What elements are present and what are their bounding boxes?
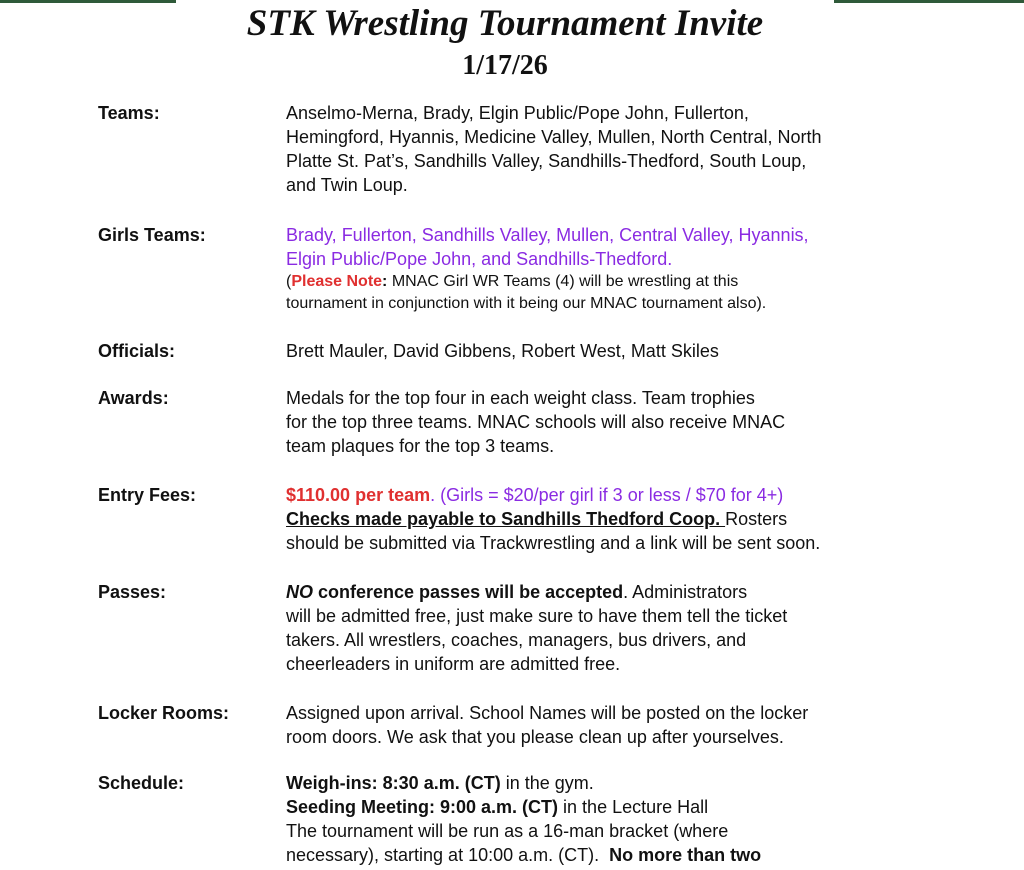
teams-line: Hemingford, Hyannis, Medicine Valley, Mullen, North Central, North xyxy=(286,127,822,147)
locker-rooms-line: Assigned upon arrival. School Names will be posted on the locker xyxy=(286,703,809,723)
passes-line: cheerleaders in uniform are admitted free. xyxy=(286,654,621,674)
seeding-line xyxy=(286,795,986,819)
girls-teams-line: Elgin Public/Pope John, and Sandhills-Thedford. xyxy=(286,249,673,269)
passes-line xyxy=(286,580,986,604)
weighins-line xyxy=(286,771,986,795)
seeding-place: in the Lecture Hall xyxy=(558,797,709,817)
awards-label: Awards: xyxy=(98,388,169,408)
start-text: necessary), starting at 10:00 a.m. (CT). xyxy=(286,845,610,865)
locker-rooms-line: room doors. We ask that you please clean up after yourselves. xyxy=(286,727,784,747)
girls-teams-list xyxy=(286,223,986,315)
schedule-label: Schedule: xyxy=(98,773,185,793)
teams-line: Platte St. Pat’s, Sandhills Valley, Sandhills-Thedford, South Loup, xyxy=(286,151,807,171)
girls-teams-label: Girls Teams: xyxy=(98,225,206,245)
passes-line: will be admitted free, just make sure to have them tell the ticket xyxy=(286,606,788,626)
fee-period: . xyxy=(430,485,436,505)
teams-label: Teams: xyxy=(98,103,160,123)
passes-no: NO xyxy=(286,582,313,602)
note-colon: : xyxy=(382,273,388,290)
please-note-label: Please Note xyxy=(291,273,383,290)
teams-list xyxy=(286,101,986,197)
document-date: 1/17/26 xyxy=(462,50,548,81)
girls-note-line xyxy=(286,271,986,293)
seeding-time: Seeding Meeting: 9:00 a.m. (CT) xyxy=(286,797,559,817)
rosters-line: should be submitted via Trackwrestling and a link will be sent soon. xyxy=(286,533,821,553)
note-text: MNAC Girl WR Teams (4) will be wrestling at this xyxy=(387,273,739,290)
girls-fee: (Girls = $20/per girl if 3 or less / $70 for 4+) xyxy=(435,485,784,505)
note-paren: ( xyxy=(286,273,292,290)
no-more-than-two: No more than two xyxy=(609,845,762,865)
schedule-text xyxy=(286,771,986,867)
officials-line: Brett Mauler, David Gibbens, Robert West, Matt Skiles xyxy=(286,341,719,361)
entry-fee-line xyxy=(286,483,986,507)
checks-payable: Checks made payable to Sandhills Thedford Coop. xyxy=(286,509,726,529)
teams-line: and Twin Loup. xyxy=(286,175,408,195)
locker-rooms-label: Locker Rooms: xyxy=(98,703,230,723)
girls-note-line-2: tournament in conjunction with it being our MNAC tournament also). xyxy=(286,295,767,312)
entry-fees-text xyxy=(286,483,986,555)
bracket-line: The tournament will be run as a 16-man bracket (where xyxy=(286,821,729,841)
start-line xyxy=(286,843,986,867)
checks-line xyxy=(286,507,986,531)
officials-label: Officials: xyxy=(98,341,176,361)
document-title: STK Wrestling Tournament Invite xyxy=(246,3,764,44)
passes-rest: . Administrators xyxy=(623,582,748,602)
awards-line: team plaques for the top 3 teams. xyxy=(286,436,555,456)
girls-teams-line: Brady, Fullerton, Sandhills Valley, Mullen, Central Valley, Hyannis, xyxy=(286,225,809,245)
locker-rooms-text xyxy=(286,701,986,749)
teams-line: Anselmo-Merna, Brady, Elgin Public/Pope John, Fullerton, xyxy=(286,103,749,123)
officials-list xyxy=(286,339,986,363)
entry-fees-label: Entry Fees: xyxy=(98,485,197,505)
passes-text xyxy=(286,580,986,676)
team-fee: $110.00 per team xyxy=(286,485,431,505)
awards-line: for the top three teams. MNAC schools will also receive MNAC xyxy=(286,412,786,432)
rosters-text: Rosters xyxy=(725,509,788,529)
weighins-place: in the gym. xyxy=(500,773,594,793)
passes-label: Passes: xyxy=(98,582,167,602)
passes-bold: conference passes will be accepted xyxy=(313,582,624,602)
awards-line: Medals for the top four in each weight class. Team trophies xyxy=(286,388,755,408)
passes-line: takers. All wrestlers, coaches, managers, bus drivers, and xyxy=(286,630,747,650)
weighins-time: Weigh-ins: 8:30 a.m. (CT) xyxy=(286,773,501,793)
awards-text xyxy=(286,386,986,458)
